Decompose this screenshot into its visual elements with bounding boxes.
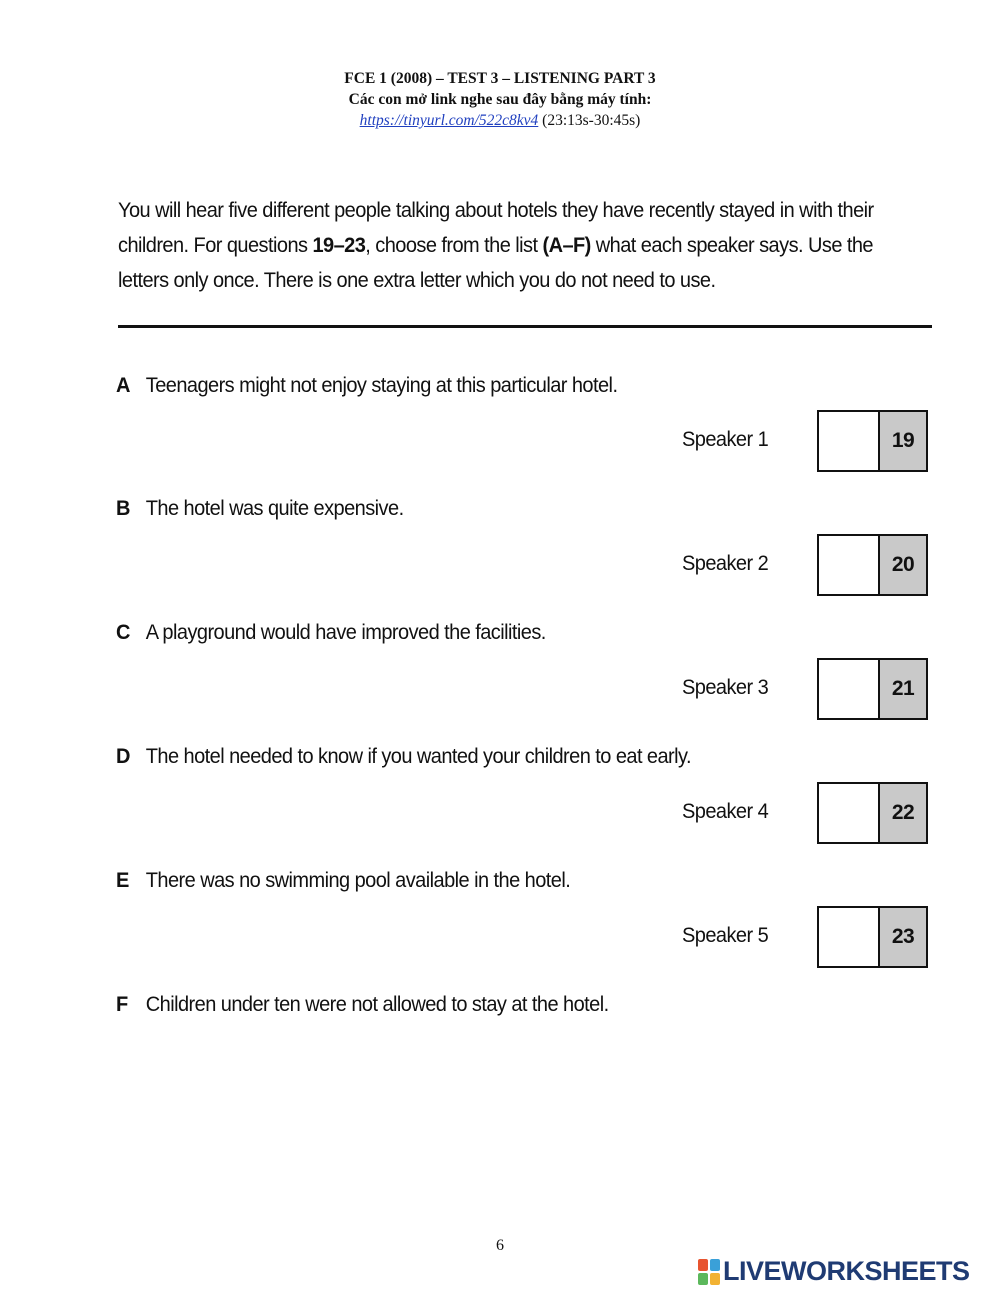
option-letter: B (116, 496, 130, 520)
speaker-1-answer-input[interactable] (819, 412, 880, 470)
speaker-5-answer-box (817, 906, 928, 968)
option-text: The hotel was quite expensive. (145, 496, 404, 520)
divider-line (118, 325, 932, 328)
option-text: Children under ten were not allowed to stay at the hotel. (145, 992, 609, 1016)
test-title: FCE 1 (2008) – TEST 3 – LISTENING PART 3 (344, 70, 656, 87)
document-header (0, 68, 1000, 131)
letter-range: (A–F) (542, 233, 591, 257)
option-letter: D (116, 744, 130, 768)
question-number-23: 23 (880, 908, 926, 966)
page-number: 6 (496, 1237, 504, 1254)
speaker-2-answer-box (817, 534, 928, 596)
task-instructions: You will hear five different people talking about hotels they have recently stayed in with their children. For questions 19–23, choose from the list (A–F) what each speaker says. Use the letters only once. There is one extra letter which you do not need to use. (118, 198, 874, 292)
speaker-3-answer-input[interactable] (819, 660, 880, 718)
liveworksheets-brand[interactable] (698, 1256, 970, 1287)
speaker-2-answer-input[interactable] (819, 536, 880, 594)
question-number-19: 19 (880, 412, 926, 470)
question-range: 19–23 (312, 233, 366, 257)
speaker-3-answer-box (817, 658, 928, 720)
question-number-21: 21 (880, 660, 926, 718)
question-number-20: 20 (880, 536, 926, 594)
listening-instruction: Các con mở link nghe sau đây bằng máy tính: (348, 91, 652, 108)
liveworksheets-logo-icon (698, 1259, 720, 1285)
option-f (116, 992, 609, 1017)
audio-link-line (0, 110, 1000, 131)
option-d (116, 744, 691, 769)
option-letter: C (116, 620, 130, 644)
audio-timing: (23:13s-30:45s) (538, 112, 641, 129)
speaker-4-answer-box (817, 782, 928, 844)
option-b (116, 496, 404, 521)
option-c (116, 620, 546, 645)
speaker-1-answer-box (817, 410, 928, 472)
option-a (116, 373, 617, 398)
option-letter: E (116, 868, 129, 892)
brand-text: LIVEWORKSHEETS (723, 1256, 970, 1286)
speaker-4-answer-input[interactable] (819, 784, 880, 842)
speaker-5-answer-input[interactable] (819, 908, 880, 966)
option-text: The hotel needed to know if you wanted your children to eat early. (145, 744, 692, 768)
option-letter: A (116, 373, 130, 397)
speaker-2-label: Speaker 2 (682, 551, 769, 575)
option-e (116, 868, 570, 893)
speaker-4-label: Speaker 4 (682, 799, 769, 823)
speaker-1-label: Speaker 1 (682, 427, 769, 451)
question-number-22: 22 (880, 784, 926, 842)
option-text: A playground would have improved the facilities. (145, 620, 546, 644)
option-text: Teenagers might not enjoy staying at this particular hotel. (145, 373, 618, 397)
speaker-5-label: Speaker 5 (682, 923, 769, 947)
option-letter: F (116, 992, 128, 1016)
speaker-3-label: Speaker 3 (682, 675, 769, 699)
option-text: There was no swimming pool available in the hotel. (145, 868, 571, 892)
audio-link[interactable]: https://tinyurl.com/522c8kv4 (359, 112, 539, 129)
